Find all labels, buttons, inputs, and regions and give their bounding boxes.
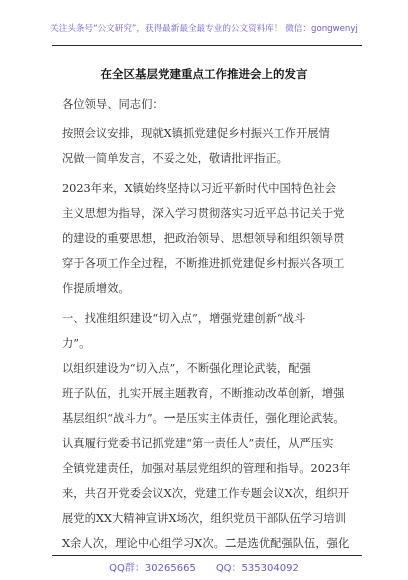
body-line: 认真履行党委书记抓党建“第一责任人”责任，从严压实 bbox=[62, 437, 334, 450]
body-line: 作提质增效。 bbox=[62, 282, 130, 295]
emphasis-one: 一 bbox=[163, 411, 176, 425]
footer-qq-number: QQ：535304092 bbox=[215, 563, 299, 574]
emphasis-two: 二 bbox=[224, 536, 237, 550]
body-text: 基层组织“战斗力”。 bbox=[62, 412, 164, 425]
footer-divider bbox=[52, 555, 362, 556]
body-line: 穿于各项工作全过程，不断推进抓党建促乡村振兴各项工 bbox=[62, 257, 345, 270]
body-line: 按照会议安排，现就X镇抓党建促乡村振兴工作开展情 bbox=[62, 127, 330, 140]
body-line: 况做一简单发言，不妥之处，敬请批评指正。 bbox=[62, 152, 288, 165]
section-heading-line: 力”。 bbox=[62, 337, 91, 350]
body-line: 全镇党建责任，加强对基层党组织的管理和指导。2023年 bbox=[62, 462, 351, 475]
body-line: 展党的XX大精神宣讲X场次，组织党员干部队伍学习培训 bbox=[62, 512, 346, 525]
body-line: 主义思想为指导，深入学习贯彻落实习近平总书记关于党 bbox=[62, 207, 345, 220]
body-line: 的建设的重要思想，把政治领导、思想领导和组织领导贯 bbox=[62, 232, 345, 245]
footer-qq-group: QQ群：30265665 bbox=[109, 563, 196, 574]
body-line: 班子队伍，扎实开展主题教育，不断推动改革创新，增强 bbox=[62, 387, 345, 400]
section-heading-line: 一、找准组织建设“切入点”，增强党建创新“战斗 bbox=[62, 312, 306, 325]
document-title: 在全区基层党建重点工作推进会上的发言 bbox=[100, 67, 308, 81]
body-text: 是选优配强队伍，强化 bbox=[236, 537, 350, 550]
header-banner: 关注头条号“公文研究”，获得最新最全最专业的公文资料库！ 微信：gongwenyj bbox=[50, 24, 358, 34]
body-line: 来，共召开党委会议X次，党建工作专题会议X次，组织开 bbox=[62, 487, 350, 500]
body-text: X余人次，理论中心组学习X次。 bbox=[62, 537, 225, 550]
body-line bbox=[62, 410, 345, 426]
body-text: 是压实主体责任，强化理论武装。 bbox=[175, 412, 345, 425]
body-line: 以组织建设为“切入点”，不断强化理论武装，配强 bbox=[62, 362, 311, 375]
footer-contacts bbox=[0, 559, 408, 574]
header-divider bbox=[52, 45, 362, 46]
salutation-line: 各位领导、同志们： bbox=[62, 98, 164, 111]
body-line: 2023年来，X镇始终坚持以习近平新时代中国特色社会 bbox=[62, 182, 337, 195]
body-line bbox=[62, 535, 349, 551]
